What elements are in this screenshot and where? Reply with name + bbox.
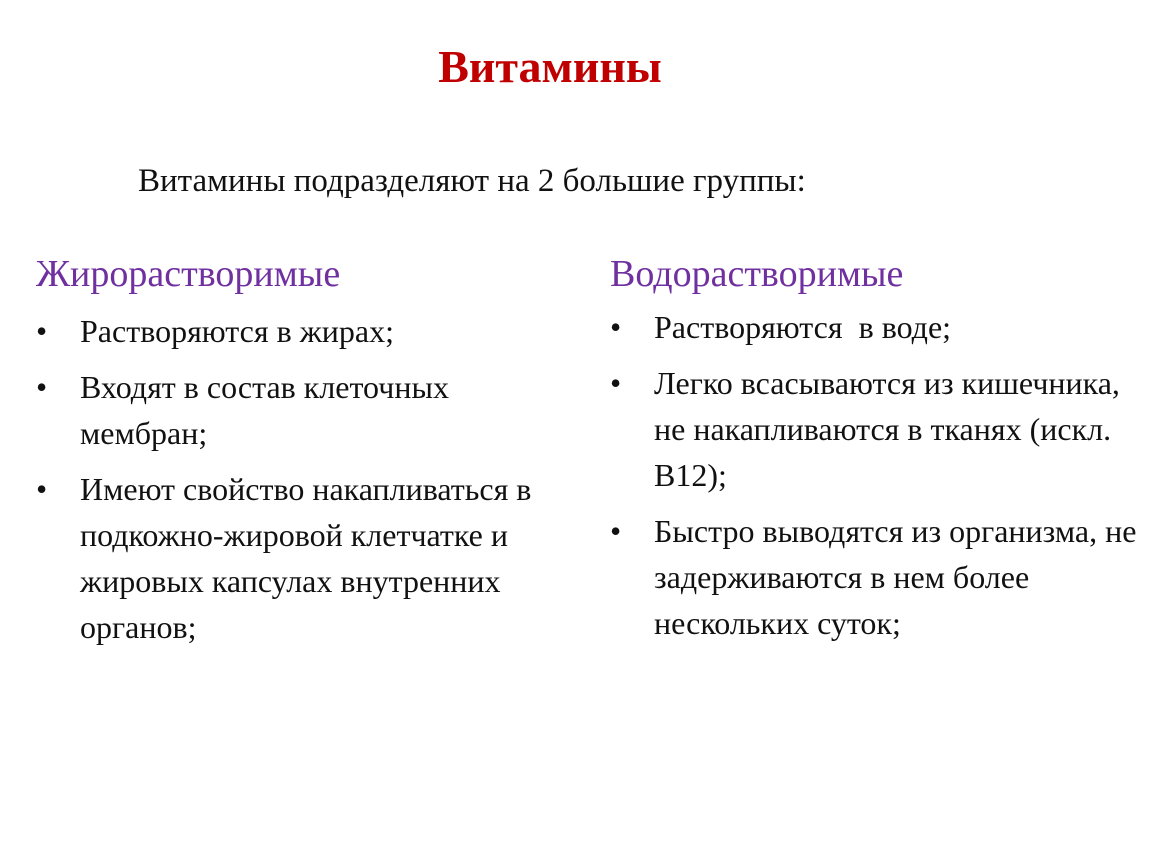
list-item [610,360,1145,498]
fat-soluble-column [36,252,556,660]
water-soluble-list [610,304,1145,646]
bullet-icon: • [36,312,48,349]
list-item-text: Легко всасываются из кишечника, не накапливаются в тканях (искл. В12); [654,364,1120,493]
list-item [36,308,556,354]
list-item-text: Растворяются в воде; [654,308,952,345]
list-item [36,466,556,650]
bullet-icon: • [610,364,622,401]
list-item-text: Быстро выводятся из организма, не задерживаются в нем более нескольких суток; [654,512,1137,641]
list-item-text: Растворяются в жирах; [80,312,395,349]
slide-subtitle: Витамины подразделяют на 2 большие группы: [138,163,806,199]
list-item-text: Имеют свойство накапливаться в подкожно-жировой клетчатке и жировых капсулах внутренних органов; [80,470,532,645]
fat-soluble-heading: Жирорастворимые [36,253,341,295]
bullet-icon: • [610,308,622,345]
bullet-icon: • [610,512,622,549]
list-item [610,508,1145,646]
list-item-text: Входят в состав клеточных мембран; [80,368,449,451]
slide-title: Витамины [438,41,662,92]
list-item [610,304,1145,350]
list-item [36,364,556,456]
water-soluble-column [610,252,1145,656]
bullet-icon: • [36,368,48,405]
bullet-icon: • [36,470,48,507]
fat-soluble-list [36,308,556,650]
water-soluble-heading: Водорастворимые [610,253,904,295]
